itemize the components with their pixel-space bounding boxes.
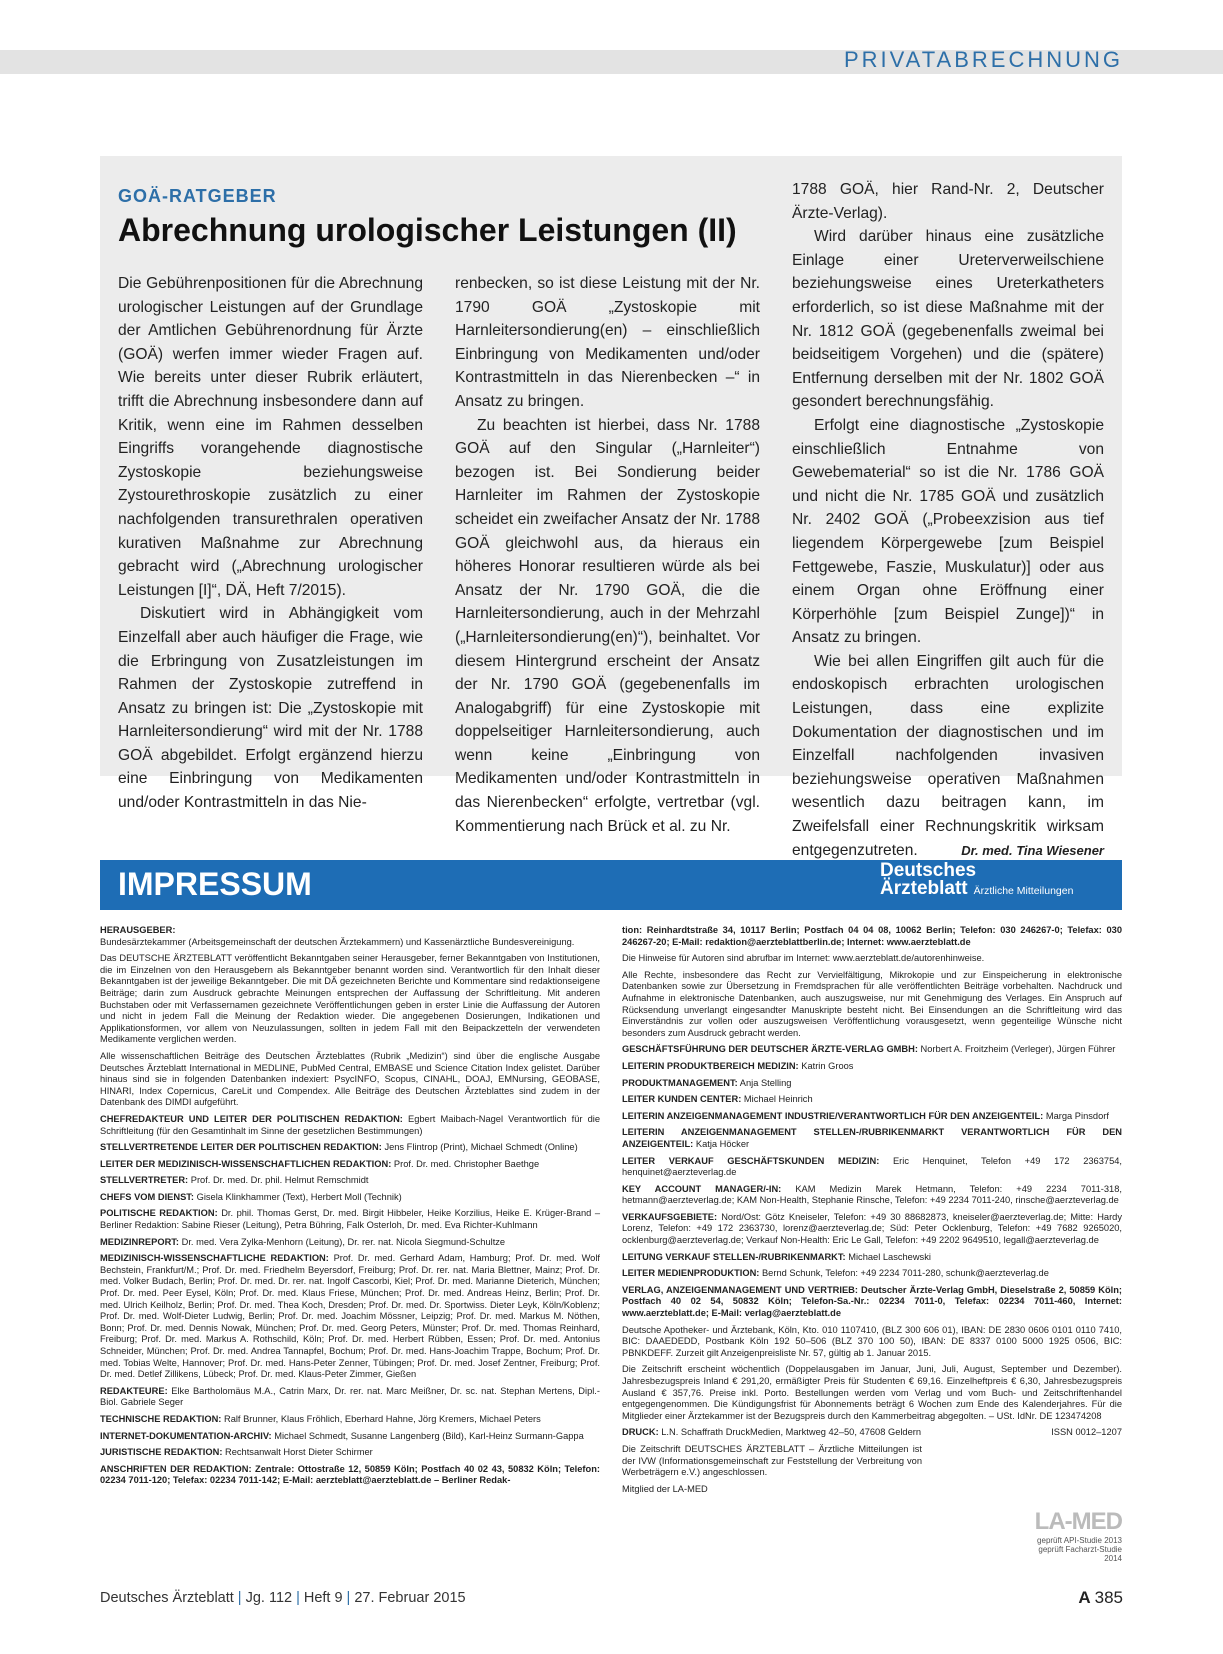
paragraph: Die Gebührenpositionen für die Abrechnung urologischer Leistungen auf der Grundlage der Amtlichen Gebührenordnung für Ärzte (GOÄ) werfen immer wieder Fragen auf. Wie bereits unter dieser Rubrik erläutert, trifft die Abrechnung insbesondere dann auf Kritik, wenn eine im Rahmen desselben Eingriffs vorangehende diagnostische Zystoskopie beziehungsweise Zystourethroskopie zusätzlich zu einer nachfolgenden transurethralen operativen kurativen Maßnahme zur Abrechnung gebracht wird („Abrechnung urologischer Leistungen [I]“, DÄ, Heft 7/2015). <box>118 275 423 599</box>
impressum-entry <box>100 1464 600 1487</box>
impressum-entry <box>622 1094 1122 1106</box>
page-footer <box>100 1590 466 1606</box>
entry-text: Mitglied der LA-MED <box>622 1483 708 1494</box>
entry-text: Norbert A. Froitzheim (Verleger), Jürgen Führer <box>920 1044 1116 1055</box>
impressum-entry <box>100 1447 600 1459</box>
paragraph-text: Wie bei allen Eingriffen gilt auch für die endoskopisch erbrachten urologischen Leistungen, dass eine explizite Dokumentation der diagnostischen und im Einzelfall nachfolgenden invasiven beziehungsweise operativen Maßnahmen wesentlich dazu beitragen kann, im Zweifelsfall einer Rechnungskritik wirksam entgegenzutreten. <box>792 652 1104 859</box>
page-number <box>1078 1588 1123 1608</box>
issue-date: 27. Februar 2015 <box>354 1590 466 1606</box>
impressum-entry <box>622 1044 1122 1056</box>
impressum-entry <box>622 925 1122 948</box>
impressum-entry <box>622 1364 1122 1422</box>
separator: | <box>296 1590 300 1606</box>
impressum-entry <box>622 1252 1122 1264</box>
impressum-entry <box>622 1427 1122 1439</box>
brand-subtitle: Ärztliche Mitteilungen <box>973 885 1074 897</box>
entry-text: Gisela Klinkhammer (Text), Herbert Moll (Technik) <box>196 1191 402 1202</box>
entry-text: Ralf Brunner, Klaus Fröhlich, Eberhard Hahne, Jörg Kremers, Michael Peters <box>223 1413 541 1424</box>
issn: ISSN 0012–1207 <box>1051 1427 1122 1438</box>
impressum-entry <box>100 1414 600 1426</box>
entry-label: GESCHÄFTSFÜHRUNG DER DEUTSCHER ÄRZTE-VERLAG GMBH: <box>622 1044 918 1055</box>
entry-label: CHEFREDAKTEUR UND LEITER DER POLITISCHEN REDAKTION: <box>100 1113 403 1124</box>
entry-label: LEITER VERKAUF GESCHÄFTSKUNDEN MEDIZIN: <box>622 1155 880 1166</box>
entry-text: Deutscher Ärzte-Verlag GmbH, Dieselstraße 2, 50859 Köln; Postfach 40 02 54, 50832 Köln; Telefon-Sa.-Nr.: 02234 7011-0, Telefax: 02234 7011-460, Internet: www.aerzteblatt.de; E-Mail: verlag@aerzteblatt.de <box>622 1284 1122 1319</box>
entry-label: LEITERIN PRODUKTBEREICH MEDIZIN: <box>622 1060 799 1071</box>
entry-label: VERLAG, ANZEIGENMANAGEMENT UND VERTRIEB: <box>622 1284 858 1295</box>
impressum-entry <box>622 1127 1122 1150</box>
article-column-2 <box>455 272 760 838</box>
entry-label: PRODUKTMANAGEMENT: <box>622 1077 738 1088</box>
article-kicker: GOÄ-RATGEBER <box>118 186 277 206</box>
entry-text: Michael Heinrich <box>743 1094 813 1105</box>
impressum-entry <box>100 1192 600 1204</box>
entry-text: Zentrale: Ottostraße 12, 50859 Köln; Postfach 40 02 43, 50832 Köln; Telefon: 02234 7011-120; Telefax: 02234 7011-142; E-Mail: aerzteblatt@aerzteblatt.de – Berliner Redak- <box>100 1463 600 1486</box>
entry-label: LEITERIN ANZEIGENMANAGEMENT INDUSTRIE/VERANTWORTLICH FÜR DEN ANZEIGENTEIL: <box>622 1110 1044 1121</box>
entry-text: Katrin Groos <box>801 1060 854 1071</box>
entry-label: VERKAUFSGEBIETE: <box>622 1211 718 1222</box>
impressum-entry <box>100 1253 600 1381</box>
entry-text: Alle Rechte, insbesondere das Recht zur Vervielfältigung, Mikrokopie und zur Einspeicherung in elektronische Datenbanken sowie zur Übersetzung in Fremdsprachen für alle veröffentlichten Beiträge vorbehalten. Nachdruck und Aufnahme in elektronische Datenbanken, auch auszugsweise, nur mit Genehmigung des Verlages. Ein Anspruch auf Rücksendung unverlangt eingesandter Manuskripte besteht nicht. Bei Einsendungen an die Schriftleitung wird das Einverständnis zur vollen oder auszugsweisen Veröffentlichung vorausgesetzt, wenn gegenteilige Wünsche nicht besonders zum Ausdruck gebracht werden. <box>622 969 1122 1038</box>
entry-label: LEITERIN ANZEIGENMANAGEMENT STELLEN-/RUBRIKENMARKT VERANTWORTLICH FÜR DEN ANZEIGENTEIL: <box>622 1127 1122 1149</box>
impressum-entry <box>100 1142 600 1154</box>
entry-text: Elke Bartholomäus M.A., Catrin Marx, Dr. rer. nat. Marc Meißner, Dr. sc. nat. Stephan Mertens, Dipl.-Biol. Gabriele Seger <box>100 1385 600 1408</box>
entry-text: Marga Pinsdorf <box>1045 1110 1109 1121</box>
entry-label: MEDIZINREPORT: <box>100 1236 180 1247</box>
lamed-note: geprüft API-Studie 2013 <box>1037 1536 1122 1545</box>
paragraph: renbecken, so ist diese Leistung mit der Nr. 1790 GOÄ „Zystoskopie mit Harnleitersondierung(en) – einschließlich Einbringung von Medikamenten und/oder Kontrastmitteln in das Nierenbecken –“ in Ansatz zu bringen. <box>455 275 760 410</box>
impressum-entry <box>622 1184 1122 1207</box>
entry-text: tion: Reinhardtstraße 34, 10117 Berlin; Postfach 04 04 08, 10062 Berlin; Telefon: 030 246267-0; Telefax: 030 246267-20; E-Mail: redaktion@aerzteblattberlin.de; Internet: www.aerzteblatt.de <box>622 925 1122 947</box>
entry-text: Dr. phil. Thomas Gerst, Dr. med. Birgit Hibbeler, Heike Korzilius, Heike E. Krüger-Brand – Berliner Redaktion: Sabine Rieser (Leitung), Petra Bühring, Falk Osterloh, Dr. med. Eva Richter-Kuhlmann <box>100 1208 600 1231</box>
author: Dr. med. Tina Wiesener <box>961 842 1104 858</box>
publication-name: Deutsches Ärzteblatt <box>100 1590 234 1606</box>
entry-text: Egbert Maibach-Nagel Verantwortlich für die Schriftleitung (für den Gesamtinhalt im Sinne der gesetzlichen Bestimmungen) <box>100 1113 600 1136</box>
entry-text: L.N. Schaffrath DruckMedien, Marktweg 42–50, 47608 Geldern <box>661 1427 922 1438</box>
entry-text: Prof. Dr. med. Gerhard Adam, Hamburg; Prof. Dr. med. Wolf Bechstein, Frankfurt/M.; Prof. Dr. med. Friedhelm Beyersdorf, Freiburg; Prof. Dr. rer. nat. Maria Blettner, Mainz; Prof. Dr. med. Volker Budach, Berlin; Prof. Dr. med. Dr. rer. nat. Ingolf Cascorbi, Kiel; Prof. Dr. med. Marianne Dieterich, München; Prof. Dr. med. Peer Eysel, Köln; Prof. Dr. med. Klaus Friese, München; Prof. Dr. med. Andreas Heinz, Berlin; Prof. Dr. med. Ulrich Keilholz, Berlin; Prof. Dr. med. Thea Koch, Dresden; Prof. Dr. med. Dr. Sportwiss. Dieter Leyk, Köln/Koblenz; Prof. Dr. med. Wolf-Dieter Ludwig, Berlin; Prof. Dr. med. Joachim Mössner, Leipzig; Prof. Dr. med. Markus M. Nöthen, Bonn; Prof. Dr. med. Dennis Nowak, München; Prof. Dr. med. Georg Peters, Münster; Prof. Dr. med. Thomas Reinhard, Freiburg; Prof. Dr. med. Markus A. Rothschild, Köln; Prof. Dr. med. Herbert Rübben, Essen; Prof. Dr. med. Antonius Schneider, München; Prof. Dr. med. Andrea Tannapfel, Bochum; Prof. Dr. med. Hans-Joachim Trappe, Bochum; Prof. Dr. med. Tobias Welte, Hannover; Prof. Dr. med. Hans-Peter Zenner, Tübingen; Prof. Dr. med. Josef Zentner, Freiburg; Prof. Dr. med. Detlef Zillikens, Lübeck; Prof. Dr. med. Klaus-Peter Zimmer, Gießen <box>100 1253 600 1380</box>
impressum-entry <box>622 953 1122 965</box>
entry-text: Bundesärztekammer (Arbeitsgemeinschaft der deutschen Ärztekammern) und Kassenärztliche Bundesvereinigung. <box>100 936 575 947</box>
impressum-entry <box>100 1208 600 1231</box>
entry-label: KEY ACCOUNT MANAGER/-IN: <box>622 1183 782 1194</box>
entry-text: Alle wissenschaftlichen Beiträge des Deutschen Ärzteblattes (Rubrik „Medizin“) sind über die englische Ausgabe Deutsches Ärzteblatt International in MEDLINE, PubMed Central, EMBASE und Science Citation Index gelistet. Darüber hinaus sind sie in folgenden Datenbanken indexiert: PsycINFO, Scopus, CINAHL, DOAJ, EMNursing, GEOBASE, HINARI, Index Copernicus, CareLit und Compendex. Alle Beiträge des Deutschen Ärzteblattes sind zudem in der Datenbank des DIMDI aufgeführt. <box>100 1050 600 1108</box>
impressum-entry <box>100 1386 600 1409</box>
entry-label: STELLVERTRETENDE LEITER DER POLITISCHEN REDAKTION: <box>100 1142 382 1153</box>
impressum-entry <box>100 1431 600 1443</box>
entry-text: Jens Flintrop (Print), Michael Schmedt (Online) <box>384 1142 578 1153</box>
paragraph: 1788 GOÄ, hier Rand-Nr. 2, Deutscher Ärzte-Verlag). <box>792 181 1104 222</box>
brand-logo <box>880 862 1073 900</box>
impressum-entry <box>622 1156 1122 1179</box>
entry-label: LEITER MEDIENPRODUKTION: <box>622 1268 760 1279</box>
entry-text: Prof. Dr. med. Christopher Baethge <box>393 1158 540 1169</box>
lamed-badge <box>1028 1508 1122 1563</box>
impressum-entry <box>100 953 600 1046</box>
impressum-left-column <box>100 925 600 1492</box>
brand-line-1: Deutsches <box>880 860 977 881</box>
paragraph: Diskutiert wird in Abhängigkeit vom Einzelfall aber auch häufiger die Frage, wie die Erbringung von Zusatzleistungen im Rahmen der Zystoskopie zutreffend in Ansatz zu bringen ist: Die „Zystoskopie mit Harnleitersondierung“ wird mit der Nr. 1788 GOÄ abgebildet. Erfolgt ergänzend hierzu eine Einbringung von Medikamenten und/oder Kontrastmitteln in das Nie- <box>118 605 423 812</box>
impressum-entry <box>622 1078 1122 1090</box>
entry-text: Michael Laschewski <box>848 1251 931 1262</box>
article-column-3 <box>792 178 1104 862</box>
entry-label: STELLVERTRETER: <box>100 1175 189 1186</box>
entry-text: Rechtsanwalt Horst Dieter Schirmer <box>225 1447 373 1458</box>
impressum-entry <box>622 970 1122 1040</box>
entry-label: REDAKTEURE: <box>100 1385 168 1396</box>
impressum-entry <box>622 1484 1122 1496</box>
impressum-entry <box>622 1061 1122 1073</box>
section-label: PRIVATABRECHNUNG <box>843 47 1123 72</box>
lamed-note: geprüft Facharzt-Studie 2014 <box>1038 1545 1122 1563</box>
entry-label: LEITUNG VERKAUF STELLEN-/RUBRIKENMARKT: <box>622 1251 846 1262</box>
entry-label: INTERNET-DOKUMENTATION-ARCHIV: <box>100 1430 272 1441</box>
impressum-entry <box>622 1444 922 1479</box>
entry-label: HERAUSGEBER: <box>100 925 176 935</box>
volume: Jg. 112 <box>245 1590 293 1606</box>
issue: Heft 9 <box>303 1590 343 1606</box>
entry-text: Prof. Dr. med. Dr. phil. Helmut Remschmidt <box>190 1175 369 1186</box>
impressum-entry <box>100 1237 600 1249</box>
entry-text: Nord/Ost: Götz Kneiseler, Telefon: +49 30 88682873, kneiseler@aerzteverlag.de; Mitte: Hardy Lorenz, Telefon: +49 172 2363730, lorenz@aerzteverlag.de; Süd: Peter Ocklenburg, Telefon: +49 7682 9265020, ocklenburg@aerzteverlag.de; Verkauf Non-Health: Eric Le Gall, Telefon: +49 2202 9649510, legall@aerzteverlag.de <box>622 1211 1123 1246</box>
impressum-entry <box>622 1285 1122 1320</box>
entry-label: TECHNISCHE REDAKTION: <box>100 1413 222 1424</box>
entry-text: Bernd Schunk, Telefon: +49 2234 7011-280, schunk@aerzteverlag.de <box>761 1268 1049 1279</box>
impressum-entry <box>622 1111 1122 1123</box>
entry-text: Das DEUTSCHE ÄRZTEBLATT veröffentlicht Bekanntgaben seiner Herausgeber, ferner Bekanntgaben von Institutionen, die im Einzelnen von den Herausgebern als Bekanntgeber benannt worden sind. Verantwortlich für den Inhalt dieser Bekanntgaben ist der jeweilige Bekanntgeber. Die mit DÄ gezeichneten Berichte und Kommentare sind redaktionseigene Beiträge; darin zum Ausdruck gebrachte Meinungen entsprechen der Auffassung der Schriftleitung. Mit anderen Buchstaben oder mit Verfassernamen gezeichnete Veröffentlichungen geben in erster Linie die Auffassung der Autoren und nicht in jedem Fall die Meinung der Redaktion wieder. Die angegebenen Dosierungen, Indikationen und Applikationsformen, vor allem von Neuzulassungen, sollten in jedem Fall mit den Beipackzetteln der verwendeten Medikamente verglichen werden. <box>100 953 600 1045</box>
entry-text: Anja Stelling <box>739 1077 792 1088</box>
impressum-entry <box>622 1268 1122 1280</box>
page-number-value: 385 <box>1094 1588 1123 1607</box>
impressum-entry <box>100 1159 600 1171</box>
entry-label: POLITISCHE REDAKTION: <box>100 1208 218 1219</box>
entry-label: JURISTISCHE REDAKTION: <box>100 1447 223 1458</box>
separator: | <box>237 1590 242 1606</box>
entry-text: Katja Höcker <box>695 1138 750 1149</box>
separator: | <box>346 1590 351 1606</box>
entry-label: ANSCHRIFTEN DER REDAKTION: <box>100 1463 252 1474</box>
lamed-logo: LA-MED <box>1034 1508 1122 1535</box>
paragraph: Erfolgt eine diagnostische „Zystoskopie einschließlich Entnahme von Gewebematerial“ so ist die Nr. 1786 GOÄ und nicht die Nr. 1785 GOÄ und zusätzlich Nr. 2402 GOÄ („Probeexzision aus tief liegendem Körpergewebe [zum Beispiel Fettgewebe, Faszie, Muskulatur)] oder aus einem Organ ohne Eröffnung einer Körperhöhle [zum Beispiel Zunge])“ in Ansatz zu bringen. <box>792 416 1104 647</box>
brand-line-2: Ärzteblatt <box>880 878 968 899</box>
impressum-entry <box>100 925 600 948</box>
page-prefix: A <box>1078 1588 1091 1607</box>
impressum-entry <box>622 1325 1122 1360</box>
entry-label: MEDIZINISCH-WISSENSCHAFTLICHE REDAKTION: <box>100 1253 329 1264</box>
entry-text: KAM Medizin Marek Hetmann, Telefon: +49 2234 7011-318, hetmann@aerzteverlag.de; KAM Non-Health, Stephanie Rinsche, Telefon: +49 2234 7011-240, rinsche@aerzteverlag.de <box>622 1183 1122 1206</box>
entry-text: Dr. med. Vera Zylka-Menhorn (Leitung), Dr. rer. nat. Nicola Siegmund-Schultze <box>181 1236 506 1247</box>
entry-text: Die Zeitschrift DEUTSCHES ÄRZTEBLATT – Ärztliche Mitteilungen ist der IVW (Informationsgemeinschaft zur Feststellung der Verbreitung von Werbeträgern e.V.) angeschlossen. <box>622 1443 922 1478</box>
entry-label: LEITER KUNDEN CENTER: <box>622 1094 742 1105</box>
entry-text: Michael Schmedt, Susanne Langenberg (Bild), Karl-Heinz Surmann-Gappa <box>274 1430 584 1441</box>
paragraph <box>792 650 1104 862</box>
entry-text: Eric Henquinet, Telefon +49 172 2363754, henquinet@aerzteverlag.de <box>622 1155 1122 1178</box>
impressum-entry <box>622 1212 1122 1247</box>
impressum-entry <box>100 1051 600 1109</box>
article-column-1 <box>118 272 423 815</box>
entry-label: CHEFS VOM DIENST: <box>100 1191 195 1202</box>
article-title: Abrechnung urologischer Leistungen (II) <box>118 212 737 248</box>
impressum-title: IMPRESSUM <box>118 866 312 902</box>
impressum-right-column <box>622 925 1122 1500</box>
entry-text: Deutsche Apotheker- und Ärztebank, Köln, Kto. 010 1107410, (BLZ 300 606 01), IBAN: DE 2830 0606 0101 0110 7410, BIC: DAAEDEDD, Postbank Köln 192 50–506 (BLZ 370 100 50), IBAN: DE 8337 0100 5000 1925 0506, BIC: PBNKDEFF. Zurzeit gilt Anzeigenpreisliste Nr. 57, gültig ab 1. Januar 2015. <box>622 1324 1122 1358</box>
entry-text: Die Hinweise für Autoren sind abrufbar im Internet: www.aerzteblatt.de/autorenhinweise. <box>622 953 985 964</box>
impressum-entry <box>100 1175 600 1187</box>
paragraph: Wird darüber hinaus eine zusätzliche Einlage einer Ureterverweilschiene beziehungsweise eines Ureterkatheters erforderlich, so ist diese Maßnahme mit der Nr. 1812 GOÄ (gegebenenfalls zweimal bei beidseitigem Vorgehen) und die (spätere) Entfernung derselben mit der Nr. 1802 GOÄ gesondert berechnungsfähig. <box>792 228 1104 411</box>
impressum-entry <box>100 1114 600 1137</box>
entry-label: LEITER DER MEDIZINISCH-WISSENSCHAFTLICHEN REDAKTION: <box>100 1158 392 1169</box>
entry-text: Die Zeitschrift erscheint wöchentlich (Doppelausgaben im Januar, Juni, Juli, August, September und Dezember). Jahresbezugspreis Inland € 291,20, ermäßigter Preis für Studenten € 69,16. Einzelheftpreis € 6,30, Jahresbezugspreis Ausland € 357,76. Preise inkl. Porto. Bestellungen werden vom Verlag und vom Buch- und Zeitschriftenhandel entgegengenommen. Die Kündigungsfrist für Abonnements beträgt 6 Wochen zum Ende des Kalenderjahres. Für die Mitglieder einer Ärztekammer ist der Bezugspreis durch den Kammerbeitrag abgegolten. – USt. IdNr. DE 123474208 <box>622 1364 1122 1421</box>
paragraph: Zu beachten ist hierbei, dass Nr. 1788 GOÄ auf den Singular („Harnleiter“) bezogen ist. Bei Sondierung beider Harnleiter im Rahmen der Zystoskopie scheidet ein zweifacher Ansatz der Nr. 1788 GOÄ gleichwohl aus, da hieraus ein höheres Honorar resultieren würde als bei Ansatz der Nr. 1790 GOÄ, die die Harnleitersondierung, auch in der Mehrzahl („Harnleitersondierung(en)“), beinhaltet. Vor diesem Hintergrund erscheint der Ansatz der Nr. 1790 GOÄ (gegebenenfalls im Analogabgriff) für eine Zystoskopie mit doppelseitiger Harnleitersondierung, auch wenn keine „Einbringung von Medikamenten und/oder Kontrastmitteln in das Nierenbecken“ erfolgte, vertretbar (vgl. Kommentierung nach Brück et al. zu Nr. <box>455 416 760 835</box>
entry-label: DRUCK: <box>622 1427 659 1438</box>
